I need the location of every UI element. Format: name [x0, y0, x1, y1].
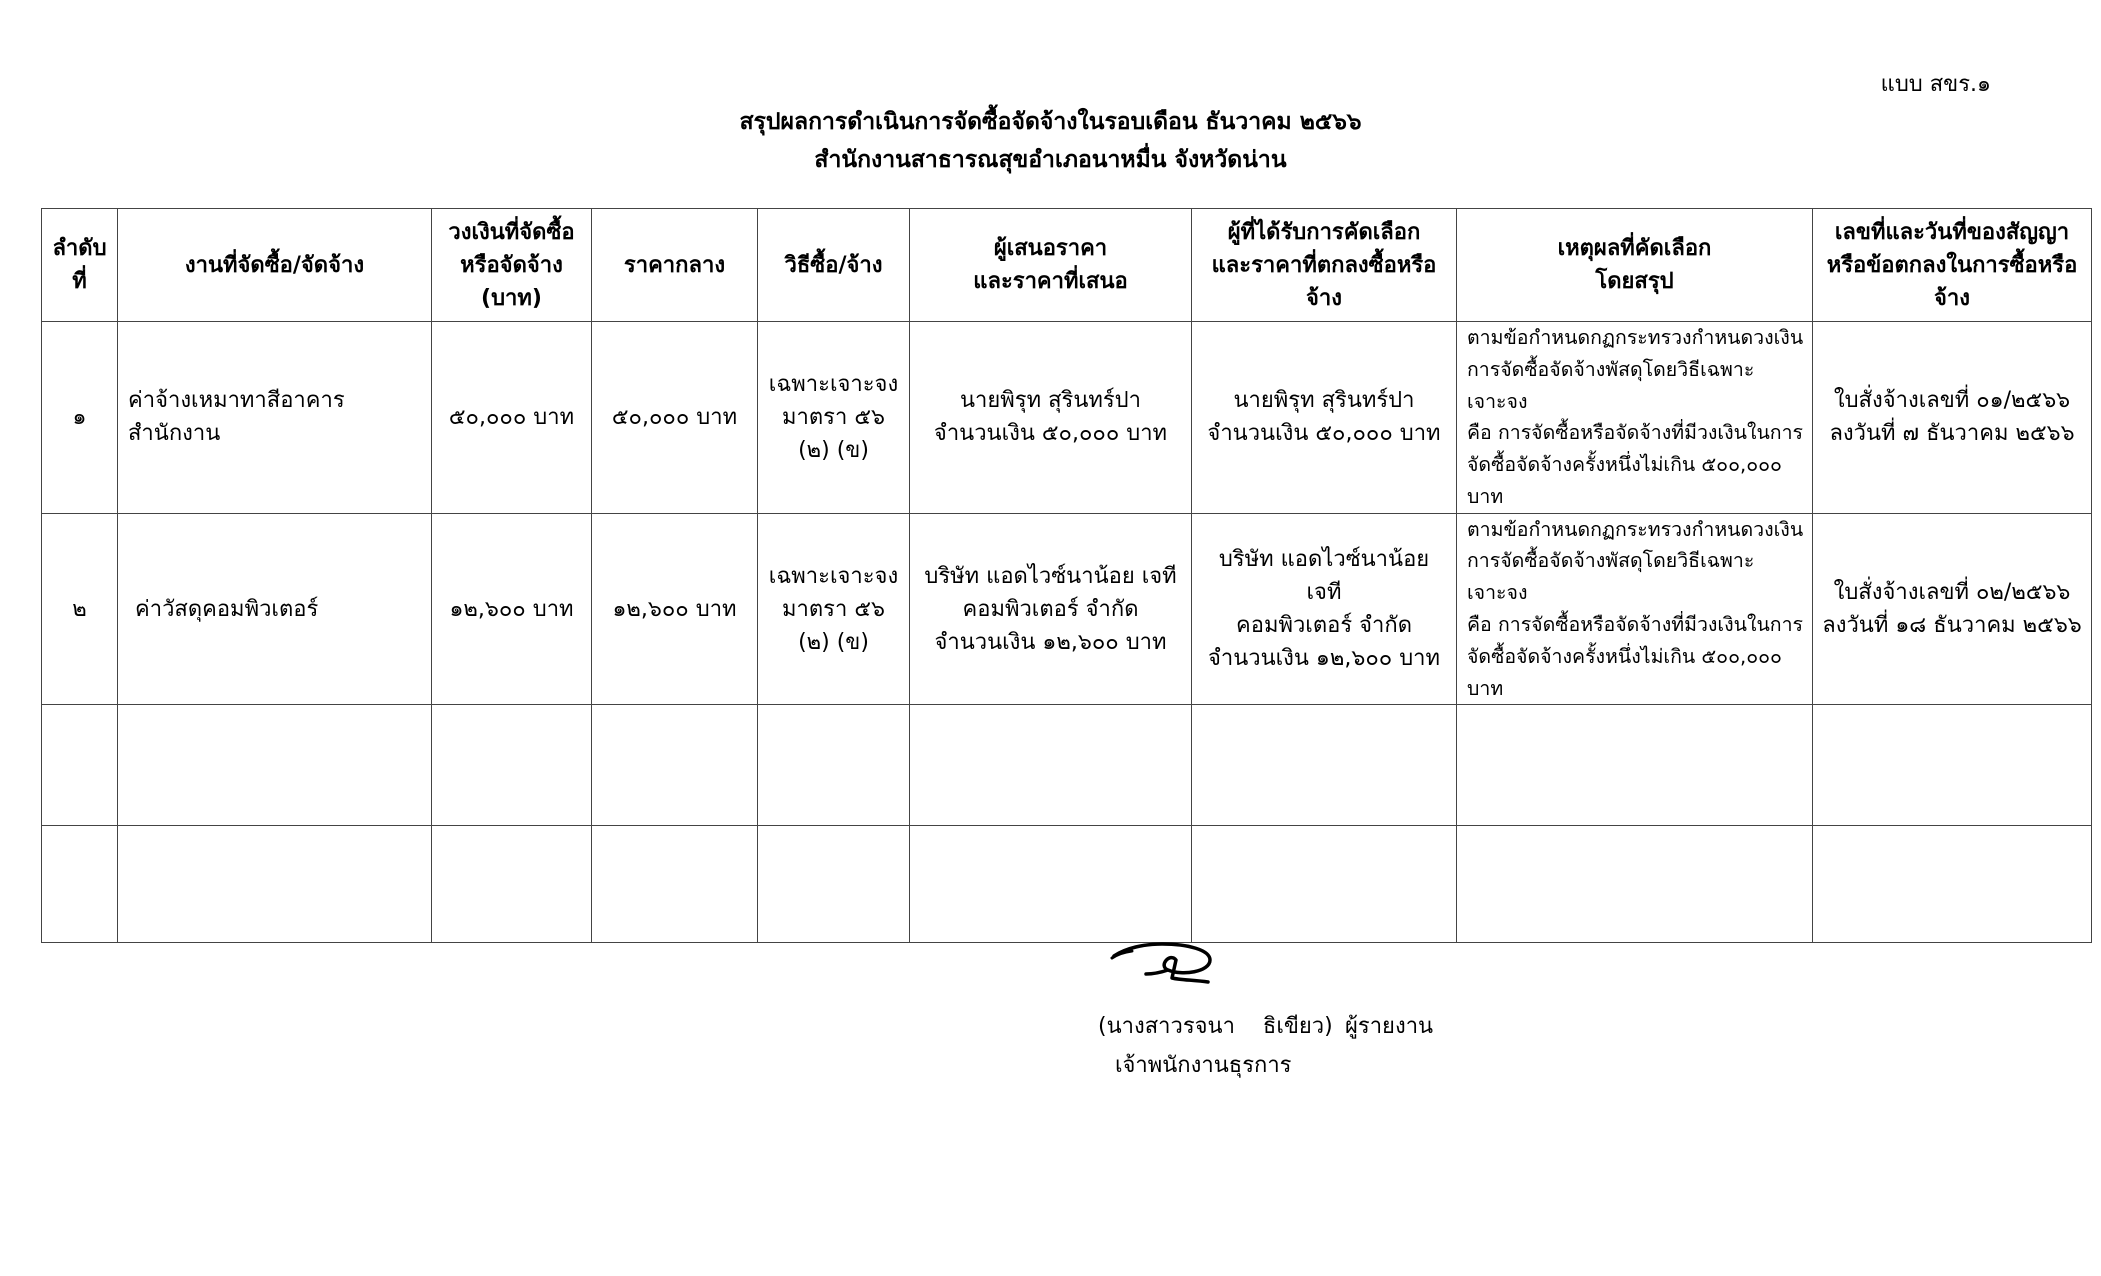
- reporter-name: (นางสาวรจนา ธิเขียว): [1098, 1014, 1333, 1039]
- cell-budget: ๑๒,๖๐๐ บาท: [432, 513, 592, 705]
- table-header-row: [42, 209, 2092, 322]
- header-budget: วงเงินที่จัดซื้อ หรือจัดจ้าง (บาท): [432, 209, 592, 322]
- header-bidders: ผู้เสนอราคา และราคาที่เสนอ: [910, 209, 1192, 322]
- cell-reason: ตามข้อกำหนดกฏกระทรวงกำหนดวงเงิน การจัดซื้อจัดจ้างพัสดุโดยวิธีเฉพาะเจาะจง คือ การจัดซื้อหรือจัดจ้างที่มีวงเงินในการ จัดซื้อจัดจ้างครั้งหนึ่งไม่เกิน ๕๐๐,๐๐๐ บาท: [1457, 513, 1813, 705]
- reporter-position: เจ้าพนักงานธุรการ: [1115, 1053, 1292, 1078]
- cell-contract: ใบสั่งจ้างเลขที่ ๐๑/๒๕๖๖ ลงวันที่ ๗ ธันวาคม ๒๕๖๖: [1813, 322, 2092, 514]
- cell-work: ค่าจ้างเหมาทาสีอาคารสำนักงาน: [118, 322, 432, 514]
- header-selected: ผู้ที่ได้รับการคัดเลือก และราคาที่ตกลงซื้อหรือ จ้าง: [1192, 209, 1457, 322]
- cell-selected: นายพิรุท สุรินทร์ปา จำนวนเงิน ๕๐,๐๐๐ บาท: [1192, 322, 1457, 514]
- cell-median-price: ๕๐,๐๐๐ บาท: [592, 322, 758, 514]
- cell-work: ค่าวัสดุคอมพิวเตอร์: [118, 513, 432, 705]
- reporter-role: ผู้รายงาน: [1345, 1014, 1434, 1039]
- procurement-table: [41, 208, 2092, 943]
- cell-method: เฉพาะเจาะจง มาตรา ๕๖ (๒) (ข): [758, 513, 910, 705]
- cell-median-price: ๑๒,๖๐๐ บาท: [592, 513, 758, 705]
- cell-contract: ใบสั่งจ้างเลขที่ ๐๒/๒๕๖๖ ลงวันที่ ๑๘ ธันวาคม ๒๕๖๖: [1813, 513, 2092, 705]
- header-contract: เลขที่และวันที่ของสัญญา หรือข้อตกลงในการซื้อหรือ จ้าง: [1813, 209, 2092, 322]
- cell-bidders: นายพิรุท สุรินทร์ปา จำนวนเงิน ๕๐,๐๐๐ บาท: [910, 322, 1192, 514]
- header-median-price: ราคากลาง: [592, 209, 758, 322]
- page-subtitle: สำนักงานสาธารณสุขอำเภอนาหมื่น จังหวัดน่าน: [814, 147, 1287, 173]
- empty-table-row: [42, 705, 2092, 826]
- header-work: งานที่จัดซื้อ/จัดจ้าง: [118, 209, 432, 322]
- form-code: แบบ สขร.๑: [1880, 72, 1991, 97]
- cell-no: ๑: [42, 322, 118, 514]
- cell-no: ๒: [42, 513, 118, 705]
- cell-reason: ตามข้อกำหนดกฏกระทรวงกำหนดวงเงิน การจัดซื้อจัดจ้างพัสดุโดยวิธีเฉพาะเจาะจง คือ การจัดซื้อหรือจัดจ้างที่มีวงเงินในการ จัดซื้อจัดจ้างครั้งหนึ่งไม่เกิน ๕๐๐,๐๐๐ บาท: [1457, 322, 1813, 514]
- cell-bidders: บริษัท แอดไวซ์นาน้อย เจที คอมพิวเตอร์ จำกัด จำนวนเงิน ๑๒,๖๐๐ บาท: [910, 513, 1192, 705]
- table-row: [42, 322, 2092, 514]
- header-method: วิธีซื้อ/จ้าง: [758, 209, 910, 322]
- header-no: ลำดับ ที่: [42, 209, 118, 322]
- signature-image: [1110, 930, 1230, 998]
- table-row: [42, 513, 2092, 705]
- cell-selected: บริษัท แอดไวซ์นาน้อย เจที คอมพิวเตอร์ จำกัด จำนวนเงิน ๑๒,๖๐๐ บาท: [1192, 513, 1457, 705]
- cell-method: เฉพาะเจาะจง มาตรา ๕๖ (๒) (ข): [758, 322, 910, 514]
- empty-table-row: [42, 826, 2092, 943]
- cell-budget: ๕๐,๐๐๐ บาท: [432, 322, 592, 514]
- page-title: สรุปผลการดำเนินการจัดซื้อจัดจ้างในรอบเดือน ธันวาคม ๒๕๖๖: [739, 109, 1362, 135]
- header-reason: เหตุผลที่คัดเลือก โดยสรุป: [1457, 209, 1813, 322]
